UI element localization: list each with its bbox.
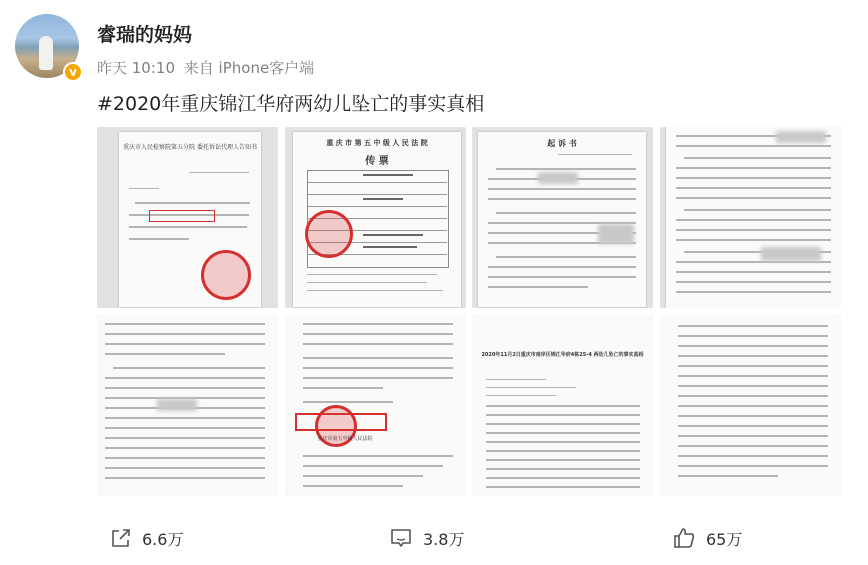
image-thumbnail-2[interactable] [285,127,466,308]
comment-count: 3.8万 [423,529,465,549]
document-page [97,315,278,496]
document-page [660,315,841,496]
image-thumbnail-5[interactable] [97,315,278,496]
comment-button[interactable] [389,520,464,556]
post-text[interactable]: #2020年重庆锦江华府两幼儿坠亡的事实真相 [97,93,485,115]
share-icon [110,527,132,549]
image-grid [97,127,841,496]
username[interactable]: 睿瑞的妈妈 [97,24,193,46]
document-page [472,315,653,496]
avatar-person [39,36,53,70]
verified-badge: v [63,62,83,82]
comment-icon [389,527,413,549]
like-count: 65万 [706,529,743,549]
image-thumbnail-3[interactable] [472,127,653,308]
like-button[interactable] [672,520,742,556]
document-page [119,132,261,307]
image-thumbnail-6[interactable] [285,315,466,496]
document-page [478,132,646,307]
red-seal-stamp [305,210,353,258]
image-thumbnail-7[interactable] [472,315,653,496]
image-thumbnail-1[interactable] [97,127,278,308]
like-icon [672,527,696,549]
post-meta [97,57,318,78]
document-page [293,132,461,307]
share-count: 6.6万 [142,529,184,549]
red-seal-stamp [201,250,251,300]
document-page [285,315,466,496]
document-title: 重庆市人民检察院第五分院 委托诉讼代理人告知书 [123,144,257,151]
post-time[interactable]: 昨天 10:10 [97,59,175,77]
action-bar [0,520,868,556]
document-title: 重庆市第五中级人民法院 [317,436,373,442]
document-title: 2020年11月2日重庆市南岸区锦江华府4栋25-4 两幼儿坠亡的事实真相 [481,352,644,358]
share-button[interactable] [110,520,183,556]
document-subtitle: 传 票 [365,156,389,167]
document-title: 重 庆 市 第 五 中 级 人 民 法 院 [326,139,428,147]
image-thumbnail-8[interactable] [660,315,841,496]
image-thumbnail-4[interactable] [660,127,841,308]
document-page [666,127,841,308]
post-source: 来自 iPhone客户端 [183,59,315,77]
document-title: 起 诉 书 [547,139,577,148]
